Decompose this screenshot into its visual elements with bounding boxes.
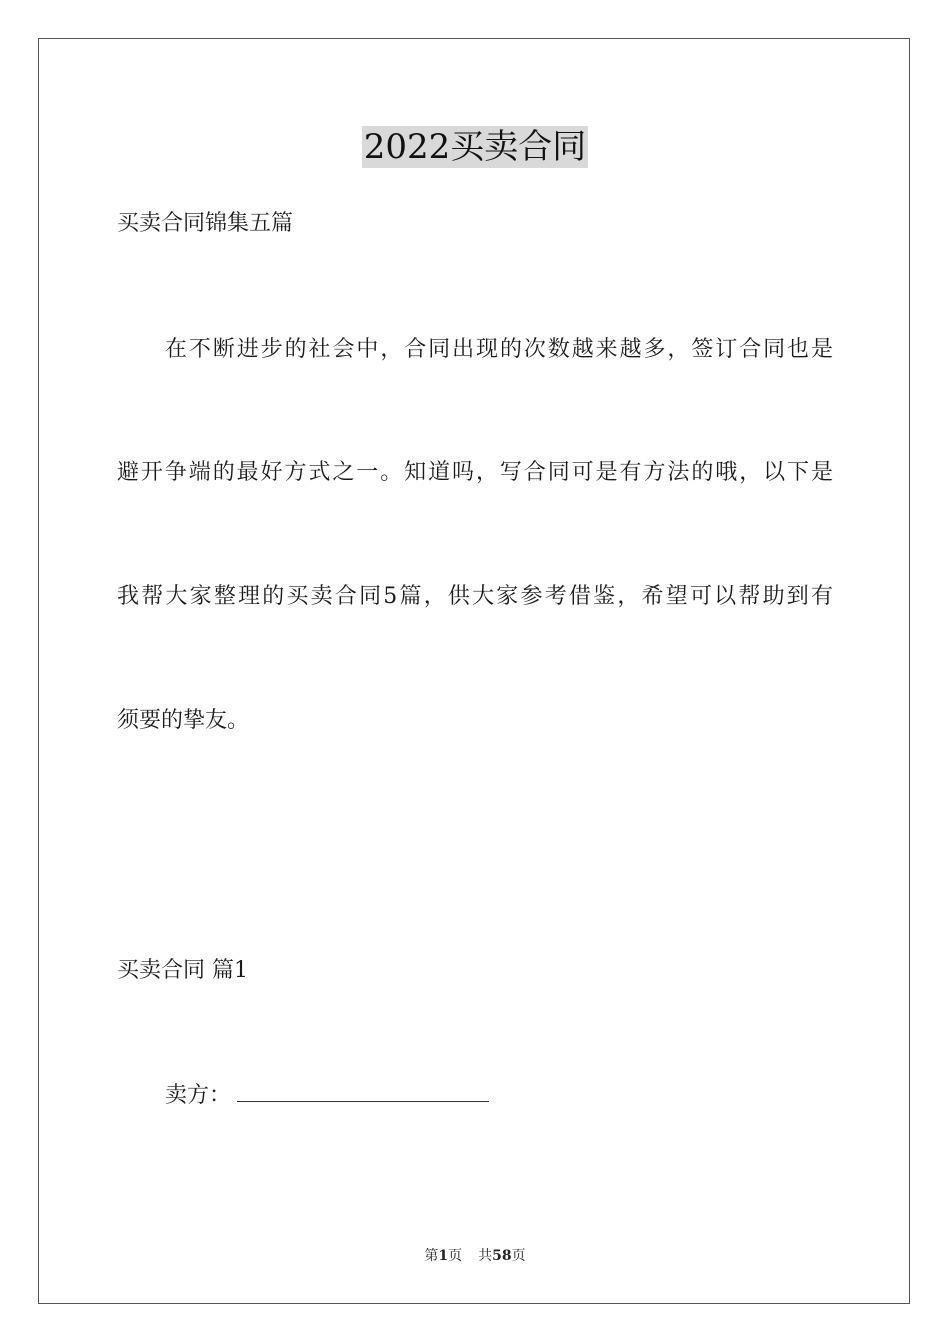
- footer-page-suffix: 页: [448, 1248, 463, 1264]
- document-title: 2022买卖合同: [363, 127, 587, 167]
- seller-label: 卖方：: [165, 1083, 232, 1108]
- intro-line-3: 我帮大家整理的买卖合同5篇，供大家参考借鉴，希望可以帮助到有: [117, 584, 833, 609]
- title-container: [0, 126, 950, 168]
- seller-row: [165, 1081, 489, 1111]
- intro-line-2: 避开争端的最好方式之一。知道吗，写合同可是有方法的哦，以下是: [117, 460, 833, 485]
- intro-line-1: 在不断进步的社会中，合同出现的次数越来越多，签订合同也是: [165, 337, 833, 362]
- footer-total-suffix: 页: [511, 1248, 526, 1264]
- footer-page-number: 1: [438, 1248, 449, 1264]
- document-subtitle: 买卖合同锦集五篇: [117, 211, 294, 236]
- footer-page-prefix: 第: [424, 1248, 439, 1264]
- page-footer: [0, 1246, 950, 1266]
- section-heading: 买卖合同 篇1: [117, 958, 248, 983]
- footer-total-pages: 58: [492, 1248, 512, 1264]
- intro-line-4: 须要的挚友。: [117, 708, 250, 733]
- seller-blank-field[interactable]: [237, 1083, 489, 1102]
- footer-total-prefix: 共: [478, 1248, 493, 1264]
